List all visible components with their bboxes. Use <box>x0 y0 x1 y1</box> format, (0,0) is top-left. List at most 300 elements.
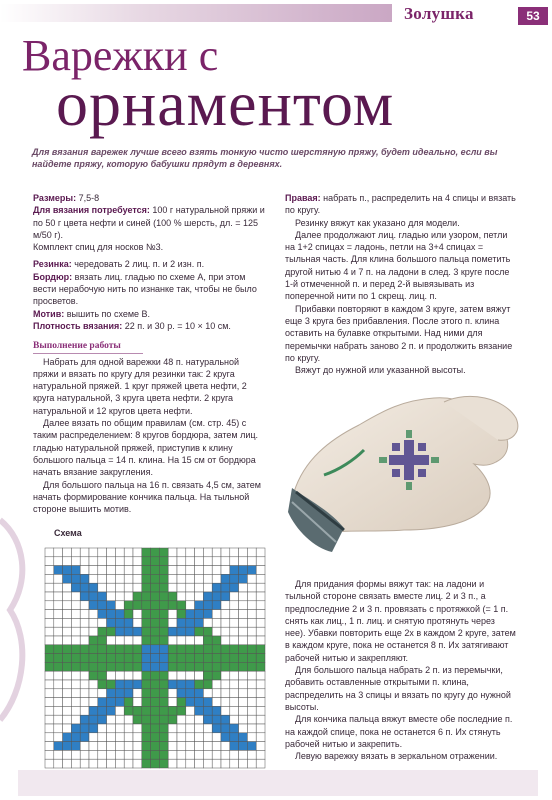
chart-cell <box>203 715 212 724</box>
right-value: набрать п., распределить на 4 спицы и вязать по кругу. <box>285 193 516 216</box>
chart-cell <box>54 601 63 610</box>
chart-cell <box>212 557 221 566</box>
chart-cell <box>142 654 151 663</box>
chart-cell <box>203 636 212 645</box>
chart-cell <box>80 574 89 583</box>
chart-cell <box>256 680 265 689</box>
chart-cell <box>115 627 124 636</box>
chart-cell <box>133 601 142 610</box>
needles-text: Комплект спиц для носков №3. <box>33 242 164 253</box>
chart-cell <box>98 750 107 759</box>
chart-cell <box>142 724 151 733</box>
chart-cell <box>71 574 80 583</box>
chart-cell <box>115 557 124 566</box>
chart-cell <box>63 742 72 751</box>
chart-cell <box>203 583 212 592</box>
chart-cell <box>107 654 116 663</box>
chart-cell <box>186 750 195 759</box>
chart-cell <box>256 698 265 707</box>
chart-cell <box>54 627 63 636</box>
chart-cell <box>98 583 107 592</box>
chart-cell <box>256 724 265 733</box>
chart-cell <box>63 636 72 645</box>
chart-cell <box>186 689 195 698</box>
chart-cell <box>203 706 212 715</box>
border-label: Бордюр: <box>33 271 73 282</box>
chart-cell <box>133 680 142 689</box>
chart-cell <box>221 662 230 671</box>
chart-cell <box>63 724 72 733</box>
chart-cell <box>203 557 212 566</box>
chart-cell <box>239 742 248 751</box>
chart-cell <box>186 601 195 610</box>
chart-cell <box>80 680 89 689</box>
chart-cell <box>177 566 186 575</box>
chart-cell <box>45 610 54 619</box>
chart-cell <box>151 566 160 575</box>
chart-cell <box>168 689 177 698</box>
chart-cell <box>54 680 63 689</box>
chart-cell <box>115 742 124 751</box>
chart-cell <box>89 654 98 663</box>
chart-cell <box>124 733 133 742</box>
chart-cell <box>186 583 195 592</box>
chart-cell <box>203 698 212 707</box>
chart-cell <box>107 592 116 601</box>
chart-cell <box>239 662 248 671</box>
chart-cell <box>133 759 142 768</box>
chart-cell <box>239 750 248 759</box>
chart-cell <box>221 601 230 610</box>
chart-cell <box>133 557 142 566</box>
chart-cell <box>115 583 124 592</box>
chart-cell <box>151 592 160 601</box>
chart-cell <box>239 574 248 583</box>
chart-cell <box>115 680 124 689</box>
chart-cell <box>115 636 124 645</box>
chart-cell <box>98 610 107 619</box>
chart-cell <box>186 618 195 627</box>
chart-cell <box>89 601 98 610</box>
chart-cell <box>80 548 89 557</box>
chart-cell <box>71 566 80 575</box>
chart-cell <box>177 733 186 742</box>
chart-cell <box>159 566 168 575</box>
chart-cell <box>80 566 89 575</box>
chart-cell <box>115 548 124 557</box>
chart-cell <box>124 706 133 715</box>
chart-cell <box>124 654 133 663</box>
chart-cell <box>151 733 160 742</box>
chart-cell <box>256 662 265 671</box>
chart-cell <box>212 671 221 680</box>
chart-cell <box>107 733 116 742</box>
chart-cell <box>203 548 212 557</box>
chart-cell <box>71 715 80 724</box>
chart-cell <box>230 680 239 689</box>
chart-cell <box>71 654 80 663</box>
chart-cell <box>80 583 89 592</box>
chart-cell <box>107 689 116 698</box>
chart-cell <box>203 574 212 583</box>
border-value: вязать лиц. гладью по схеме А, при этом вести нерабочую нить по изнанке так, чтобы не было просветов. <box>33 271 257 307</box>
chart-cell <box>80 557 89 566</box>
chart-cell <box>159 689 168 698</box>
chart-cell <box>133 689 142 698</box>
chart-cell <box>159 733 168 742</box>
chart-cell <box>186 636 195 645</box>
chart-cell <box>54 574 63 583</box>
chart-cell <box>45 601 54 610</box>
chart-cell <box>115 689 124 698</box>
chart-cell <box>45 627 54 636</box>
chart-cell <box>186 610 195 619</box>
chart-cell <box>195 574 204 583</box>
chart-cell <box>239 698 248 707</box>
chart-cell <box>71 706 80 715</box>
chart-cell <box>177 645 186 654</box>
chart-cell <box>133 592 142 601</box>
chart-cell <box>151 557 160 566</box>
chart-cell <box>168 601 177 610</box>
chart-cell <box>142 566 151 575</box>
chart-cell <box>107 698 116 707</box>
chart-cell <box>142 548 151 557</box>
chart-cell <box>98 715 107 724</box>
chart-cell <box>63 680 72 689</box>
chart-cell <box>177 574 186 583</box>
chart-cell <box>256 750 265 759</box>
chart-cell <box>133 627 142 636</box>
chart-cell <box>203 759 212 768</box>
chart-cell <box>159 750 168 759</box>
chart-cell <box>212 627 221 636</box>
chart-cell <box>89 759 98 768</box>
chart-cell <box>247 724 256 733</box>
chart-cell <box>45 548 54 557</box>
chart-cell <box>124 724 133 733</box>
chart-cell <box>159 706 168 715</box>
chart-cell <box>221 724 230 733</box>
chart-cell <box>221 742 230 751</box>
chart-cell <box>71 627 80 636</box>
chart-cell <box>195 557 204 566</box>
chart-cell <box>89 583 98 592</box>
chart-cell <box>203 601 212 610</box>
chart-cell <box>230 566 239 575</box>
chart-cell <box>212 548 221 557</box>
chart-cell <box>221 689 230 698</box>
chart-cell <box>80 698 89 707</box>
chart-cell <box>45 618 54 627</box>
chart-cell <box>247 566 256 575</box>
chart-cell <box>203 689 212 698</box>
chart-cell <box>142 706 151 715</box>
chart-cell <box>124 671 133 680</box>
chart-cell <box>212 574 221 583</box>
chart-cell <box>54 671 63 680</box>
chart-cell <box>151 750 160 759</box>
chart-cell <box>256 715 265 724</box>
chart-cell <box>54 610 63 619</box>
chart-cell <box>186 548 195 557</box>
chart-cell <box>45 557 54 566</box>
chart-cell <box>168 671 177 680</box>
chart-cell <box>107 557 116 566</box>
chart-cell <box>247 636 256 645</box>
chart-cell <box>124 548 133 557</box>
chart-cell <box>89 548 98 557</box>
chart-cell <box>177 750 186 759</box>
chart-cell <box>159 645 168 654</box>
chart-cell <box>168 548 177 557</box>
chart-cell <box>89 557 98 566</box>
chart-cell <box>159 601 168 610</box>
chart-cell <box>107 680 116 689</box>
chart-cell <box>142 627 151 636</box>
chart-cell <box>133 610 142 619</box>
chart-cell <box>89 662 98 671</box>
chart-cell <box>115 566 124 575</box>
chart-cell <box>80 601 89 610</box>
chart-cell <box>247 689 256 698</box>
chart-cell <box>168 733 177 742</box>
chart-cell <box>177 601 186 610</box>
chart-cell <box>45 662 54 671</box>
chart-cell <box>54 698 63 707</box>
chart-cell <box>239 618 248 627</box>
chart-cell <box>45 724 54 733</box>
chart-cell <box>63 715 72 724</box>
chart-cell <box>151 618 160 627</box>
chart-cell <box>168 610 177 619</box>
chart-cell <box>256 601 265 610</box>
chart-cell <box>168 557 177 566</box>
chart-cell <box>80 733 89 742</box>
right-column-bottom <box>285 578 517 762</box>
chart-cell <box>195 750 204 759</box>
chart-cell <box>142 583 151 592</box>
chart-cell <box>63 601 72 610</box>
chart-cell <box>256 689 265 698</box>
chart-cell <box>45 574 54 583</box>
chart-cell <box>230 671 239 680</box>
chart-cell <box>247 618 256 627</box>
chart-cell <box>45 566 54 575</box>
chart-cell <box>195 654 204 663</box>
chart-cell <box>221 610 230 619</box>
chart-cell <box>115 750 124 759</box>
chart-cell <box>98 680 107 689</box>
materials-label: Для вязания потребуется: <box>33 205 150 216</box>
chart-cell <box>71 742 80 751</box>
chart-cell <box>195 636 204 645</box>
chart-cell <box>89 627 98 636</box>
chart-cell <box>124 750 133 759</box>
chart-cell <box>89 733 98 742</box>
chart-cell <box>212 662 221 671</box>
chart-cell <box>177 698 186 707</box>
chart-cell <box>247 583 256 592</box>
chart-cell <box>212 715 221 724</box>
chart-cell <box>230 583 239 592</box>
chart-cell <box>151 636 160 645</box>
chart-cell <box>115 706 124 715</box>
chart-cell <box>212 610 221 619</box>
chart-cell <box>124 627 133 636</box>
chart-cell <box>239 715 248 724</box>
chart-cell <box>168 662 177 671</box>
chart-cell <box>195 715 204 724</box>
chart-cell <box>124 645 133 654</box>
chart-cell <box>45 671 54 680</box>
chart-cell <box>54 706 63 715</box>
chart-cell <box>221 733 230 742</box>
chart-cell <box>186 759 195 768</box>
chart-cell <box>54 733 63 742</box>
chart-cell <box>115 733 124 742</box>
chart-cell <box>89 645 98 654</box>
chart-cell <box>230 636 239 645</box>
chart-cell <box>133 671 142 680</box>
chart-cell <box>71 680 80 689</box>
chart-cell <box>203 742 212 751</box>
chart-cell <box>124 610 133 619</box>
chart-cell <box>98 636 107 645</box>
chart-cell <box>98 548 107 557</box>
chart-cell <box>80 654 89 663</box>
chart-cell <box>98 689 107 698</box>
chart-cell <box>186 680 195 689</box>
chart-cell <box>195 618 204 627</box>
chart-cell <box>63 610 72 619</box>
chart-cell <box>133 750 142 759</box>
chart-cell <box>98 574 107 583</box>
chart-cell <box>230 548 239 557</box>
chart-cell <box>98 645 107 654</box>
rib-label: Резинка: <box>33 259 72 270</box>
right-paragraph-4: Вяжут до нужной или указанной высоты. <box>295 365 466 376</box>
chart-cell <box>80 706 89 715</box>
chart-cell <box>195 610 204 619</box>
chart-cell <box>159 636 168 645</box>
chart-cell <box>45 636 54 645</box>
chart-cell <box>107 610 116 619</box>
chart-cell <box>177 610 186 619</box>
chart-cell <box>107 618 116 627</box>
chart-cell <box>195 724 204 733</box>
chart-cell <box>159 610 168 619</box>
chart-cell <box>63 548 72 557</box>
chart-cell <box>239 654 248 663</box>
chart-cell <box>256 610 265 619</box>
chart-cell <box>230 645 239 654</box>
chart-cell <box>142 698 151 707</box>
chart-cell <box>107 636 116 645</box>
chart-cell <box>133 645 142 654</box>
chart-cell <box>221 680 230 689</box>
chart-cell <box>239 557 248 566</box>
chart-cell <box>159 724 168 733</box>
chart-cell <box>115 715 124 724</box>
chart-cell <box>89 610 98 619</box>
chart-cell <box>203 566 212 575</box>
chart-cell <box>80 636 89 645</box>
chart-cell <box>124 566 133 575</box>
chart-cell <box>107 759 116 768</box>
chart-cell <box>133 706 142 715</box>
chart-cell <box>133 636 142 645</box>
chart-cell <box>177 742 186 751</box>
chart-cell <box>195 733 204 742</box>
chart-cell <box>71 601 80 610</box>
chart-cell <box>89 750 98 759</box>
chart-cell <box>195 706 204 715</box>
chart-cell <box>71 689 80 698</box>
chart-cell <box>71 759 80 768</box>
chart-cell <box>45 750 54 759</box>
chart-cell <box>124 662 133 671</box>
chart-cell <box>54 715 63 724</box>
chart-cell <box>256 733 265 742</box>
chart-cell <box>159 759 168 768</box>
chart-cell <box>230 750 239 759</box>
chart-cell <box>168 627 177 636</box>
chart-cell <box>221 750 230 759</box>
chart-cell <box>89 715 98 724</box>
chart-cell <box>71 583 80 592</box>
chart-cell <box>63 583 72 592</box>
chart-cell <box>151 662 160 671</box>
chart-cell <box>186 557 195 566</box>
chart-cell <box>63 671 72 680</box>
chart-cell <box>89 566 98 575</box>
chart-cell <box>151 583 160 592</box>
chart-cell <box>212 698 221 707</box>
chart-cell <box>168 724 177 733</box>
chart-cell <box>256 671 265 680</box>
chart-cell <box>247 654 256 663</box>
chart-cell <box>177 671 186 680</box>
chart-cell <box>45 689 54 698</box>
chart-cell <box>195 742 204 751</box>
chart-cell <box>63 645 72 654</box>
chart-cell <box>80 671 89 680</box>
chart-cell <box>142 592 151 601</box>
chart-cell <box>195 601 204 610</box>
chart-cell <box>151 680 160 689</box>
left-column <box>33 192 267 515</box>
chart-cell <box>168 645 177 654</box>
chart-cell <box>124 636 133 645</box>
chart-cell <box>195 627 204 636</box>
chart-cell <box>107 627 116 636</box>
chart-cell <box>230 724 239 733</box>
chart-cell <box>151 671 160 680</box>
chart-cell <box>159 574 168 583</box>
work-heading: Выполнение работы <box>33 340 143 353</box>
chart-cell <box>151 627 160 636</box>
right-label: Правая: <box>285 193 321 203</box>
rib-value: чередовать 2 лиц. п. и 2 изн. п. <box>71 259 205 270</box>
chart-cell <box>98 733 107 742</box>
chart-cell <box>203 724 212 733</box>
chart-cell <box>221 574 230 583</box>
chart-cell <box>230 759 239 768</box>
chart-cell <box>98 742 107 751</box>
chart-cell <box>230 557 239 566</box>
chart-cell <box>63 627 72 636</box>
